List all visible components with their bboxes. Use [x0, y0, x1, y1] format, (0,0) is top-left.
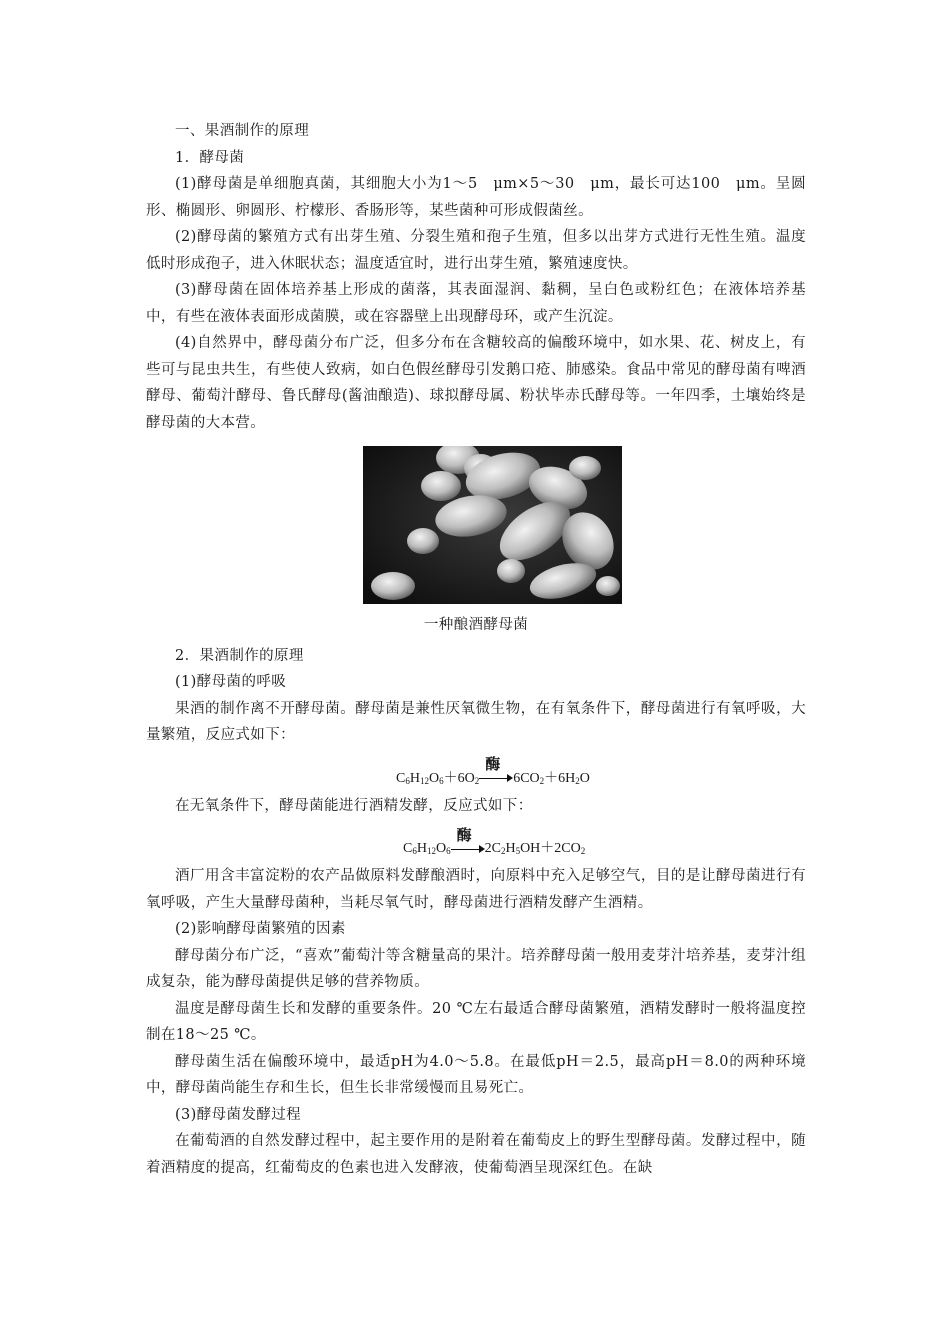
yeast-micrograph — [363, 446, 622, 604]
paragraph-process: 在葡萄酒的自然发酵过程中，起主要作用的是附着在葡萄皮上的野生型酵母菌。发酵过程中，随着酒精度的提高，红葡萄皮的色素也进入发酵液，使葡萄酒呈现深红色。在缺 — [146, 1133, 806, 1176]
reaction-arrow — [479, 755, 513, 783]
paragraph-yeast-distribution: (4)自然界中，酵母菌分布广泛，但多分布在含糖较高的偏酸环境中，如水果、花、树皮上，有些可与昆虫共生，有些使人致病，如白色假丝酵母引发鹅口疮、肺感染。食品中常见的酵母菌有啤酒酵母、葡萄汁酵母、鲁氏酵母(酱油酿造)、球拟酵母属、粉状毕赤氏酵母等。一年四季，土壤始终是酵母菌的大本营。 — [146, 335, 806, 431]
subsection-title-principle: 2．果酒制作的原理 — [175, 647, 304, 664]
figure-caption: 一种酿酒酵母菌 — [423, 617, 529, 633]
enzyme-label: 酶 — [485, 755, 501, 774]
paragraph-yeast-colony: (3)酵母菌在固体培养基上形成的菌落，其表面湿润、黏稠，呈白色或粉红色；在液体培养基中，有些在液体表面形成菌膜，或在容器壁上出现酵母环，或产生沉淀。 — [146, 282, 806, 325]
paragraph-nutrition: 酵母菌分布广泛，“喜欢”葡萄汁等含糖量高的果汁。培养酵母菌一般用麦芽汁培养基，麦芽汁组成复杂，能为酵母菌提供足够的营养物质。 — [146, 947, 806, 990]
process-title: (3)酵母菌发酵过程 — [175, 1106, 302, 1123]
subsection-title-yeast: 1．酵母菌 — [175, 149, 245, 166]
enzyme-label: 酶 — [456, 825, 472, 844]
paragraph-aerobic: 果酒的制作离不开酵母菌。酵母菌是兼性厌氧微生物，在有氧条件下，酵母菌进行有氧呼吸，大量繁殖，反应式如下： — [146, 700, 806, 743]
respiration-title: (1)酵母菌的呼吸 — [175, 674, 287, 690]
paragraph-temperature: 温度是酵母菌生长和发酵的重要条件。20 ℃左右最适合酵母菌繁殖，酒精发酵时一般将温度控制在18～25 ℃。 — [146, 1000, 806, 1043]
document-page — [146, 118, 806, 1181]
paragraph-ph: 酵母菌生活在偏酸环境中，最适pH为4.0～5.8。在最低pH＝2.5，最高pH＝8.0的两种环境中，酵母菌尚能生存和生长，但生长非常缓慢而且易死亡。 — [146, 1053, 806, 1096]
paragraph-yeast-reproduction: (2)酵母菌的繁殖方式有出芽生殖、分裂生殖和孢子生殖，但多以出芽方式进行无性生殖。温度低时形成孢子，进入休眠状态；温度适宜时，进行出芽生殖，繁殖速度快。 — [146, 229, 806, 272]
reaction-arrow — [451, 825, 485, 854]
aerobic-equation: $C_6H_{12}O_6+6O_2$ 酶 $6CO_2+6H_2O$ — [396, 755, 590, 786]
yeast-cells-image — [363, 446, 622, 604]
paragraph-brewery: 酒厂用含丰富淀粉的农产品做原料发酵酿酒时，向原料中充入足够空气，目的是让酵母菌进行有氧呼吸，产生大量酵母菌种，当耗尽氧气时，酵母菌进行酒精发酵产生酒精。 — [146, 868, 806, 911]
factors-title: (2)影响酵母菌繁殖的因素 — [175, 921, 346, 937]
paragraph-yeast-size: (1)酵母菌是单细胞真菌，其细胞大小为1～5 μm×5～30 μm，最长可达100 μm。呈圆形、椭圆形、卵圆形、柠檬形、香肠形等，某些菌种可形成假菌丝。 — [146, 176, 806, 219]
section-title: 一、果酒制作的原理 — [175, 123, 310, 139]
anaerobic-equation: $C_6H_{12}O_6$ 酶 $2C_2H_5OH+2CO_2$ — [403, 825, 586, 856]
paragraph-anaerobic: 在无氧条件下，酵母菌能进行酒精发酵，反应式如下： — [175, 797, 533, 814]
